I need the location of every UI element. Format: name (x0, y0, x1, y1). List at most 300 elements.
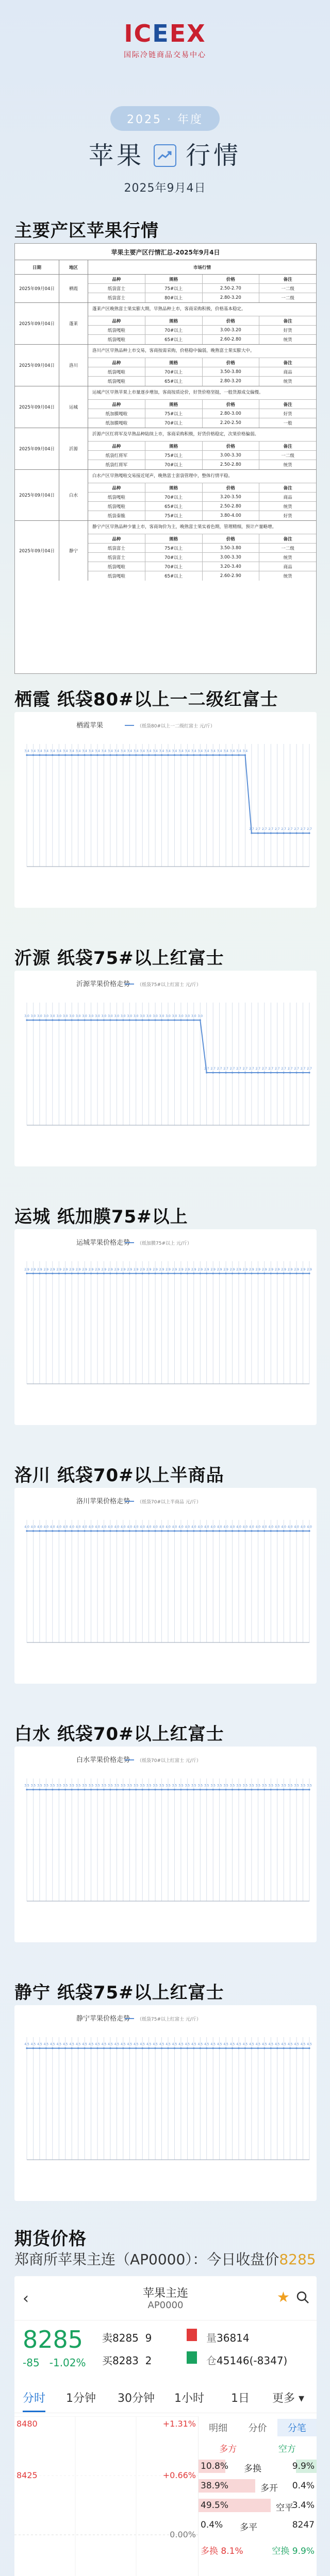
data-point (122, 1530, 124, 1532)
data-point (232, 1072, 233, 1073)
data-label: 2.7 (262, 827, 267, 832)
data-point (161, 1789, 162, 1790)
favorite-star-icon[interactable]: ★ (276, 2289, 290, 2306)
data-label: 3.4 (95, 749, 100, 753)
tab-price-dist[interactable]: 分价 (248, 2423, 267, 2434)
data-point (58, 1019, 60, 1021)
quote-summary (14, 2320, 317, 2382)
data-label: 3.4 (127, 749, 133, 753)
data-point (129, 1530, 130, 1532)
chart-title: 静宁苹果价格走势 (76, 2015, 130, 2023)
pct-label-zero: 0.00% (170, 2530, 196, 2539)
data-label: 3.4 (37, 749, 42, 753)
data-label: 3.5 (114, 1784, 120, 1788)
quote-row: 纸袋嘎啦 65#以上 2.60-2.90 统货 (88, 571, 316, 581)
data-point (109, 1019, 111, 1021)
data-point (206, 1530, 207, 1532)
search-icon[interactable] (296, 2291, 309, 2307)
back-arrow-icon[interactable]: ‹ (23, 2290, 29, 2308)
flow-head (199, 2439, 317, 2456)
data-label: 3.5 (56, 1784, 62, 1788)
row-commentary: 运城产区早熟苹果上市量逐步增加，客商按质论价，好货价格坚挺，一般货源成交偏慢。 (88, 386, 316, 400)
data-label: 3.5 (294, 1784, 299, 1788)
data-point (161, 1019, 162, 1021)
data-point (45, 2047, 47, 2049)
data-point (193, 2047, 194, 2049)
data-point (84, 1789, 85, 1790)
data-point (52, 1789, 53, 1790)
data-label: 3.4 (185, 749, 190, 753)
data-point (257, 1789, 259, 1790)
data-point (103, 2047, 105, 2049)
data-point (154, 754, 156, 756)
row-commentary: 洛川产区早熟品种上市交易，客商按需采购，价格稳中偏弱，晚熟富士果实膨大中。 (88, 345, 316, 358)
data-label: 4.0 (287, 1525, 293, 1529)
data-label: 2.9 (268, 1267, 274, 1272)
data-label: 3.4 (75, 749, 81, 753)
data-label: 2.9 (249, 1267, 254, 1272)
data-label: 3.0 (172, 1014, 177, 1018)
data-point (103, 754, 105, 756)
region-row (15, 428, 316, 470)
data-point (154, 1019, 156, 1021)
data-point (200, 754, 201, 756)
quote-row: 纸袋嘎啦 70#以上 3.20-3.40 商品 (88, 562, 316, 571)
data-label: 2.9 (281, 1267, 286, 1272)
data-label: 3.4 (172, 749, 177, 753)
data-point (200, 1530, 201, 1532)
data-point (212, 754, 214, 756)
data-label: 4.0 (281, 1525, 286, 1529)
tab-30min[interactable]: 30分钟 (118, 2392, 155, 2405)
data-point (71, 1530, 73, 1532)
data-label: 3.5 (82, 1784, 87, 1788)
data-label: 3.4 (229, 749, 235, 753)
data-label: 2.9 (69, 1267, 74, 1272)
data-label: 3.5 (43, 1784, 49, 1788)
data-point (238, 1789, 239, 1790)
data-label: 4.0 (185, 1525, 190, 1529)
data-label: 4.5 (95, 2042, 100, 2046)
data-point (206, 754, 207, 756)
data-point (295, 1789, 297, 1790)
data-point (103, 1019, 105, 1021)
data-point (251, 1530, 252, 1532)
data-label: 2.9 (185, 1267, 190, 1272)
data-label: 3.0 (114, 1014, 120, 1018)
data-point (283, 1273, 285, 1274)
data-point (193, 1530, 194, 1532)
data-label: 2.7 (274, 1067, 280, 1071)
data-point (187, 754, 188, 756)
row-region: 栖霞 (59, 275, 88, 302)
data-label: 2.9 (37, 1267, 42, 1272)
data-point (116, 754, 118, 756)
data-label: 4.5 (140, 2042, 145, 2046)
data-label: 4.5 (62, 2042, 68, 2046)
data-label: 3.0 (82, 1014, 87, 1018)
data-label: 2.9 (75, 1267, 81, 1272)
data-label: 3.0 (108, 1014, 113, 1018)
data-label: 4.0 (114, 1525, 120, 1529)
bid-quote: 买8283 2 (102, 2354, 152, 2367)
tab-detail[interactable]: 明细 (209, 2423, 228, 2434)
tab-1hour[interactable]: 1小时 (174, 2392, 204, 2405)
data-label: 4.5 (56, 2042, 62, 2046)
bid-flag-icon (187, 2351, 197, 2364)
data-point (270, 1072, 272, 1073)
data-point (187, 1273, 188, 1274)
price-trend-chart (14, 1747, 317, 1942)
data-point (39, 1530, 40, 1532)
data-label: 2.9 (229, 1267, 235, 1272)
data-point (71, 2047, 73, 2049)
data-label: 4.5 (101, 2042, 107, 2046)
data-point (308, 832, 310, 834)
data-point (270, 1789, 272, 1790)
row-commentary: 静宁产区早熟品种少量上市，客商询价为主，晚熟富士果实着色期，管理精细，预计产量略增。 (88, 521, 316, 534)
row-date: 2025年09月04日 (15, 345, 59, 386)
data-point (71, 1019, 73, 1021)
data-label: 3.0 (37, 1014, 42, 1018)
data-point (64, 1789, 66, 1790)
data-label: 3.4 (197, 749, 203, 753)
data-point (219, 754, 220, 756)
data-label: 4.5 (249, 2042, 254, 2046)
data-label: 3.5 (101, 1784, 107, 1788)
data-point (167, 1789, 169, 1790)
data-label: 3.4 (178, 749, 184, 753)
row-date: 2025年09月04日 (15, 428, 59, 469)
tab-intraday[interactable]: 分时 (23, 2389, 45, 2412)
sub-header: 品种 规格 价格 备注 (88, 275, 316, 284)
data-point (154, 2047, 156, 2049)
data-label: 3.4 (146, 749, 152, 753)
row-region: 洛川 (59, 345, 88, 386)
data-label: 3.0 (101, 1014, 107, 1018)
data-point (308, 2047, 310, 2049)
flow-head-short: 空方 (278, 2444, 296, 2454)
data-label: 3.4 (133, 749, 139, 753)
data-label: 3.5 (204, 1784, 209, 1788)
data-label: 4.5 (127, 2042, 133, 2046)
data-point (308, 1789, 310, 1790)
data-label: 4.0 (210, 1525, 216, 1529)
data-label: 3.5 (287, 1784, 293, 1788)
price-trend-chart (14, 1229, 317, 1425)
data-point (225, 1273, 226, 1274)
data-point (174, 1789, 175, 1790)
data-point (238, 754, 239, 756)
data-point (302, 1072, 304, 1073)
data-label: 3.5 (281, 1784, 286, 1788)
tab-1min[interactable]: 1分钟 (66, 2392, 96, 2405)
tab-more[interactable]: 更多 ▾ (272, 2392, 305, 2405)
data-point (238, 1072, 239, 1073)
data-point (295, 1530, 297, 1532)
contract-code: AP0000 (147, 2300, 184, 2311)
data-point (167, 1530, 169, 1532)
data-point (193, 1273, 194, 1274)
data-label: 2.7 (249, 1067, 254, 1071)
data-label: 3.0 (127, 1014, 133, 1018)
data-point (244, 1072, 246, 1073)
data-label: 4.5 (262, 2042, 267, 2046)
data-point (200, 1019, 201, 1021)
data-label: 2.7 (274, 827, 280, 832)
data-point (26, 1019, 27, 1021)
intraday-chart[interactable] (14, 2416, 198, 2576)
pct-label-top: +1.31% (162, 2419, 196, 2429)
data-label: 4.5 (153, 2042, 158, 2046)
data-label: 4.5 (268, 2042, 274, 2046)
data-point (90, 1273, 92, 1274)
sub-header: 品种 规格 价格 备注 (88, 534, 316, 544)
data-point (96, 1273, 98, 1274)
data-point (77, 1019, 79, 1021)
data-point (232, 2047, 233, 2049)
data-point (71, 1789, 73, 1790)
data-point (45, 1019, 47, 1021)
data-label: 3.4 (210, 749, 216, 753)
data-point (161, 1530, 162, 1532)
data-point (232, 754, 233, 756)
row-commentary: 白水产区早熟嘎啦交易接近尾声，晚熟富士套袋管理中，整体行情平稳。 (88, 470, 316, 483)
data-point (32, 754, 34, 756)
data-label: 3.5 (197, 1784, 203, 1788)
data-point (148, 2047, 150, 2049)
last-price: 8285 (23, 2326, 84, 2353)
data-point (174, 754, 175, 756)
quote-row: 纸袋秦脆 75#以上 3.80-4.00 好货 (88, 511, 316, 520)
data-label: 3.0 (50, 1014, 55, 1018)
data-point (109, 2047, 111, 2049)
data-label: 2.7 (223, 1067, 228, 1071)
data-point (148, 1019, 150, 1021)
data-point (103, 1273, 105, 1274)
page-title (0, 143, 330, 168)
data-label: 3.5 (217, 1784, 222, 1788)
data-label: 2.9 (108, 1267, 113, 1272)
data-point (142, 754, 143, 756)
data-point (142, 1273, 143, 1274)
data-label: 3.5 (223, 1784, 228, 1788)
data-label: 4.0 (236, 1525, 241, 1529)
data-label: 2.9 (95, 1267, 100, 1272)
data-label: 2.9 (262, 1267, 267, 1272)
data-label: 2.7 (242, 1067, 248, 1071)
data-point (295, 832, 297, 834)
header-market: 市场行情 (193, 265, 211, 270)
data-label: 2.7 (281, 1067, 286, 1071)
data-point (180, 2047, 182, 2049)
data-label: 3.4 (166, 749, 171, 753)
data-label: 3.4 (217, 749, 222, 753)
data-label: 4.0 (62, 1525, 68, 1529)
data-point (257, 2047, 259, 2049)
data-label: 4.5 (204, 2042, 209, 2046)
region-row (15, 303, 316, 345)
data-point (212, 1530, 214, 1532)
data-label: 2.9 (166, 1267, 171, 1272)
region-row (15, 345, 316, 386)
data-label: 3.4 (24, 749, 29, 753)
quote-row: 纸袋嘎啦 65#以上 2.80-3.20 统货 (88, 377, 316, 386)
data-point (200, 1273, 201, 1274)
data-label: 3.4 (140, 749, 145, 753)
data-label: 4.0 (307, 1525, 312, 1529)
data-label: 4.5 (24, 2042, 29, 2046)
row-region: 运城 (59, 386, 88, 428)
data-label: 3.0 (43, 1014, 49, 1018)
data-point (52, 754, 53, 756)
data-label: 2.9 (294, 1267, 299, 1272)
data-point (135, 1019, 137, 1021)
region-row (15, 470, 316, 521)
data-label: 2.9 (217, 1267, 222, 1272)
data-point (84, 2047, 85, 2049)
data-point (52, 1273, 53, 1274)
data-point (212, 1273, 214, 1274)
data-point (283, 1789, 285, 1790)
data-label: 2.9 (101, 1267, 107, 1272)
data-label: 2.9 (178, 1267, 184, 1272)
data-label: 3.5 (108, 1784, 113, 1788)
data-point (77, 754, 79, 756)
flow-row: 0.4% 多平 8247 (201, 2520, 315, 2533)
data-label: 4.5 (159, 2042, 164, 2046)
data-point (129, 754, 130, 756)
data-point (225, 754, 226, 756)
data-point (77, 1789, 79, 1790)
data-point (26, 1273, 27, 1274)
data-point (84, 1273, 85, 1274)
data-label: 2.9 (140, 1267, 145, 1272)
data-point (26, 754, 27, 756)
data-point (109, 1789, 111, 1790)
data-point (90, 1530, 92, 1532)
data-point (289, 1273, 291, 1274)
table-body (15, 275, 316, 581)
data-point (96, 754, 98, 756)
data-point (244, 1273, 246, 1274)
data-label: 4.5 (281, 2042, 286, 2046)
data-point (187, 1019, 188, 1021)
data-point (308, 1072, 310, 1073)
row-date: 2025年09月04日 (15, 521, 59, 581)
data-point (135, 754, 137, 756)
data-point (244, 2047, 246, 2049)
data-point (52, 1530, 53, 1532)
data-point (219, 1273, 220, 1274)
period-tabs (14, 2382, 317, 2413)
data-label: 3.5 (37, 1784, 42, 1788)
data-point (289, 2047, 291, 2049)
data-label: 2.7 (307, 827, 312, 832)
data-point (90, 754, 92, 756)
data-point (135, 1789, 137, 1790)
data-label: 4.5 (287, 2042, 293, 2046)
data-point (232, 1273, 233, 1274)
data-label: 2.9 (300, 1267, 306, 1272)
ask-flag-icon (187, 2329, 197, 2341)
data-point (219, 1789, 220, 1790)
data-label: 2.7 (262, 1067, 267, 1071)
data-point (251, 1072, 252, 1073)
data-label: 3.4 (121, 749, 126, 753)
data-point (32, 2047, 34, 2049)
data-point (129, 2047, 130, 2049)
data-point (129, 1019, 130, 1021)
data-label: 3.4 (153, 749, 158, 753)
data-point (302, 1530, 304, 1532)
section-title-chart: 沂源 纸袋75#以上红富士 (14, 948, 224, 969)
tab-tick[interactable]: 分笔 (277, 2419, 317, 2436)
quote-row: 纸袋富士 75#以上 2.50-2.70 一二级 (88, 284, 316, 293)
data-label: 3.5 (24, 1784, 29, 1788)
data-label: 2.9 (24, 1267, 29, 1272)
chart-title: 运城苹果价格走势 (76, 1239, 130, 1247)
section-title-futures: 期货价格 (14, 2229, 87, 2249)
data-point (84, 1530, 85, 1532)
data-point (263, 1273, 265, 1274)
data-point (64, 1019, 66, 1021)
data-point (193, 1019, 194, 1021)
data-point (122, 1789, 124, 1790)
data-label: 3.0 (146, 1014, 152, 1018)
data-label: 3.5 (75, 1784, 81, 1788)
data-point (174, 1019, 175, 1021)
data-label: 4.5 (197, 2042, 203, 2046)
data-point (142, 1530, 143, 1532)
futures-panel (14, 2276, 317, 2576)
data-point (238, 1530, 239, 1532)
data-point (212, 1789, 214, 1790)
data-point (26, 1530, 27, 1532)
data-point (122, 2047, 124, 2049)
data-label: 4.0 (229, 1525, 235, 1529)
data-label: 3.5 (166, 1784, 171, 1788)
sub-header: 品种 规格 价格 备注 (88, 316, 316, 326)
tab-1day[interactable]: 1日 (231, 2392, 250, 2405)
data-point (257, 1273, 259, 1274)
data-label: 3.0 (133, 1014, 139, 1018)
data-point (135, 2047, 137, 2049)
data-point (129, 1273, 130, 1274)
data-point (52, 2047, 53, 2049)
futures-topbar (14, 2276, 317, 2320)
data-label: 4.0 (268, 1525, 274, 1529)
data-label: 3.0 (69, 1014, 74, 1018)
data-label: 4.5 (185, 2042, 190, 2046)
data-label: 4.5 (30, 2042, 36, 2046)
table-title: 苹果主要产区行情汇总-2025年9月4日 (15, 244, 316, 260)
data-point (142, 1019, 143, 1021)
data-label: 3.5 (262, 1784, 267, 1788)
data-point (225, 2047, 226, 2049)
section-title-chart: 静宁 纸袋75#以上红富士 (14, 1982, 224, 2003)
data-point (270, 1273, 272, 1274)
data-point (302, 1273, 304, 1274)
data-point (200, 1789, 201, 1790)
data-label: 2.9 (43, 1267, 49, 1272)
data-label: 3.4 (82, 749, 87, 753)
data-point (39, 1273, 40, 1274)
logo-mark: ICEEX (124, 20, 206, 47)
data-point (283, 832, 285, 834)
data-label: 4.0 (217, 1525, 222, 1529)
volume-stat: 量36814 (206, 2332, 250, 2344)
